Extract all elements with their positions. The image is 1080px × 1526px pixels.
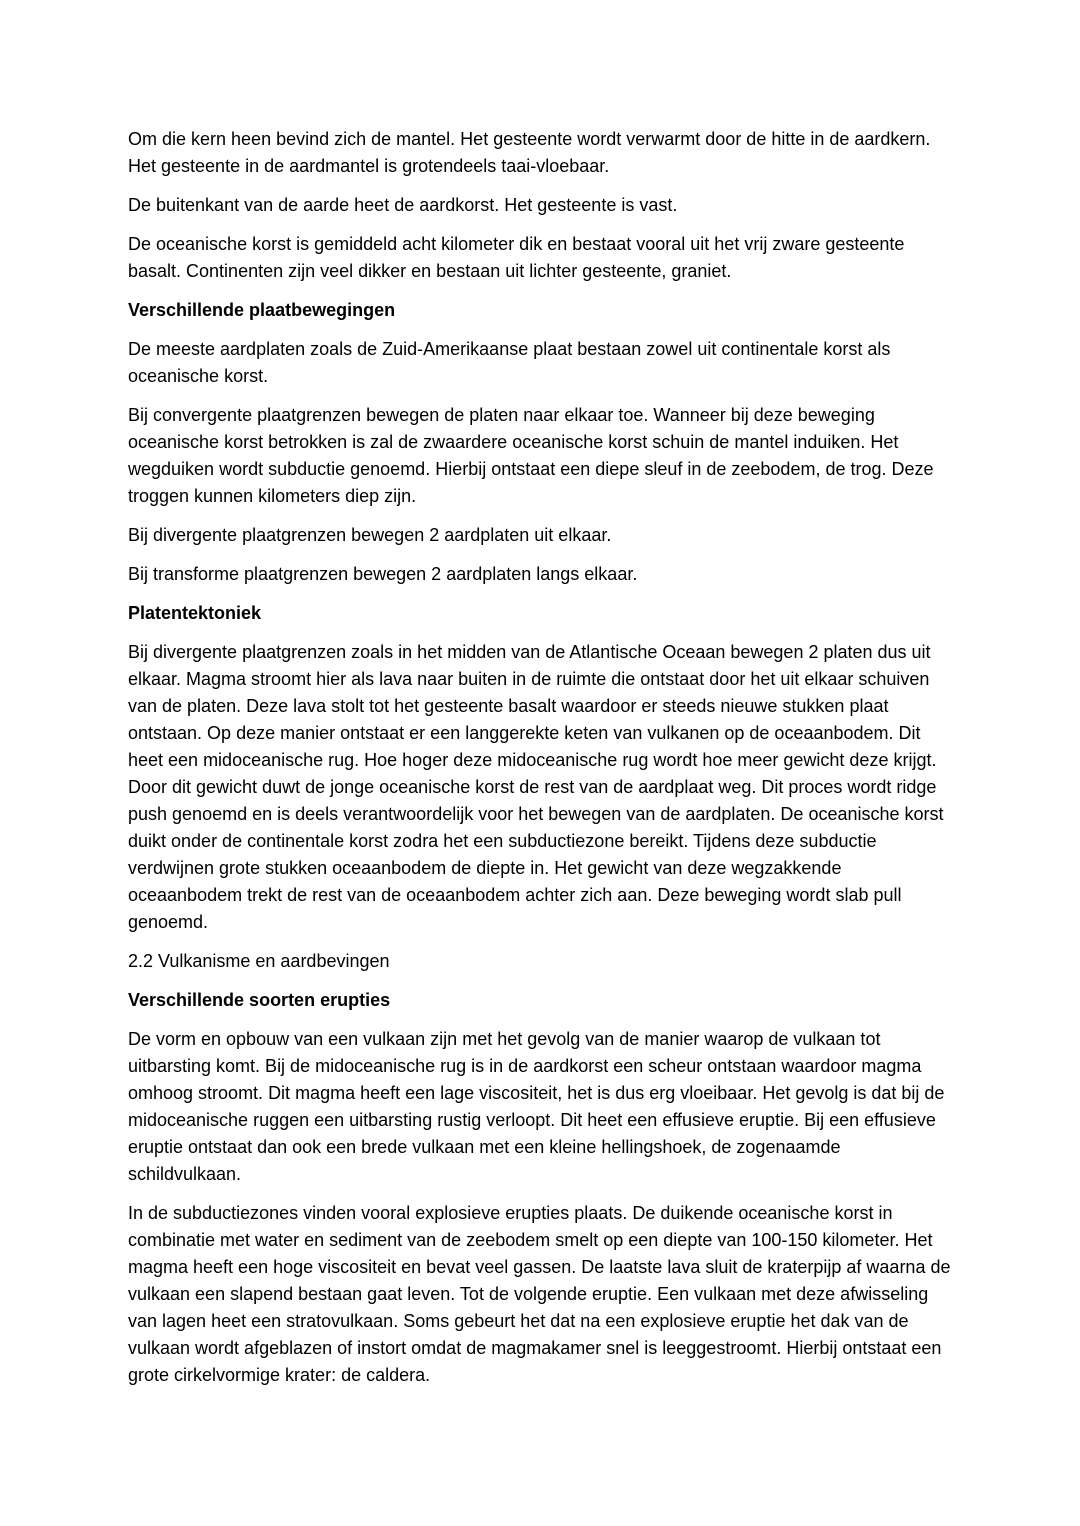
paragraph-aardplaten: De meeste aardplaten zoals de Zuid-Amerikaanse plaat bestaan zowel uit continentale korst als oceanische korst. [128, 339, 891, 386]
paragraph-transforme-plaatgrenzen: Bij transforme plaatgrenzen bewegen 2 aardplaten langs elkaar. [128, 564, 638, 584]
paragraph-oceanische-korst: De oceanische korst is gemiddeld acht kilometer dik en bestaat vooral uit het vrij zware gesteente basalt. Continenten zijn veel dikker en bestaan uit lichter gesteente, graniet. [128, 234, 905, 281]
paragraph-mantel: Om die kern heen bevind zich de mantel. Het gesteente wordt verwarmt door de hitte in de aardkern. Het gesteente in de aardmantel is grotendeels taai-vloebaar. [128, 129, 931, 176]
paragraph-convergente-plaatgrenzen: Bij convergente plaatgrenzen bewegen de platen naar elkaar toe. Wanneer bij deze beweging oceanische korst betrokken is zal de zwaardere oceanische korst schuin de mantel induiken. Het wegduiken wordt subductie genoemd. Hierbij ontstaat een diepe sleuf in de zeebodem, de trog. Deze troggen kunnen kilometers diep zijn. [128, 405, 934, 506]
paragraph-explosieve-eruptie: In de subductiezones vinden vooral explosieve erupties plaats. De duikende oceanische korst in combinatie met water en sediment van de zeebodem smelt op een diepte van 100-150 kilometer. Het magma heeft een hoge viscositeit en bevat veel gassen. De laatste lava sluit de kraterpijp af waarna de vulkaan een slapend bestaan gaat leven. Tot de volgende eruptie. Een vulkaan met deze afwisseling van lagen heet een stratovulkaan. Soms gebeurt het dat na een explosieve eruptie het dak van de vulkaan wordt afgeblazen of instort omdat de magmakamer snel is leeggestroomt. Hierbij ontstaat een grote cirkelvormige krater: de caldera. [128, 1203, 951, 1385]
paragraph-divergente-plaatgrenzen: Bij divergente plaatgrenzen bewegen 2 aardplaten uit elkaar. [128, 525, 612, 545]
paragraph-aardkorst: De buitenkant van de aarde heet de aardkorst. Het gesteente is vast. [128, 195, 678, 215]
paragraph-platentektoniek-body: Bij divergente plaatgrenzen zoals in het midden van de Atlantische Oceaan bewegen 2 platen dus uit elkaar. Magma stroomt hier als lava naar buiten in de ruimte die ontstaat door het uit elkaar schuiven van de platen. Deze lava stolt tot het gesteente basalt waardoor er steeds nieuwe stukken plaat ontstaan. Op deze manier ontstaat er een langgerekte keten van vulkanen op de oceaanbodem. Dit heet een midoceanische rug. Hoe hoger deze midoceanische rug wordt hoe meer gewicht deze krijgt. Door dit gewicht duwt de jonge oceanische korst de rest van de aardplaat weg. Dit proces wordt ridge push genoemd en is deels verantwoordelijk voor het bewegen van de aardplaten. De oceanische korst duikt onder de continentale korst zodra het een subductiezone bereikt. Tijdens deze subductie verdwijnen grote stukken oceaanbodem de diepte in. Het gewicht van deze wegzakkende oceaanbodem trekt de rest van de oceaanbodem achter zich aan. Deze beweging wordt slab pull genoemd. [128, 642, 944, 932]
section-heading-verschillende-soorten-erupties: Verschillende soorten erupties [128, 990, 391, 1010]
section-heading-verschillende-plaatbewegingen: Verschillende plaatbewegingen [128, 300, 396, 320]
paragraph-effusieve-eruptie: De vorm en opbouw van een vulkaan zijn met het gevolg van de manier waarop de vulkaan tot uitbarsting komt. Bij de midoceanische rug is in de aardkorst een scheur ontstaan waardoor magma omhoog stroomt. Dit magma heeft een lage viscositeit, het is dus erg vloeibaar. Het gevolg is dat bij de midoceanische ruggen een uitbarsting rustig verloopt. Dit heet een effusieve eruptie. Bij een effusieve eruptie ontstaat dan ook een brede vulkaan met een kleine hellingshoek, de zogenaamde schildvulkaan. [128, 1029, 945, 1184]
section-heading-platentektoniek: Platentektoniek [128, 603, 262, 623]
paragraph-section-2-2-title: 2.2 Vulkanisme en aardbevingen [128, 951, 390, 971]
